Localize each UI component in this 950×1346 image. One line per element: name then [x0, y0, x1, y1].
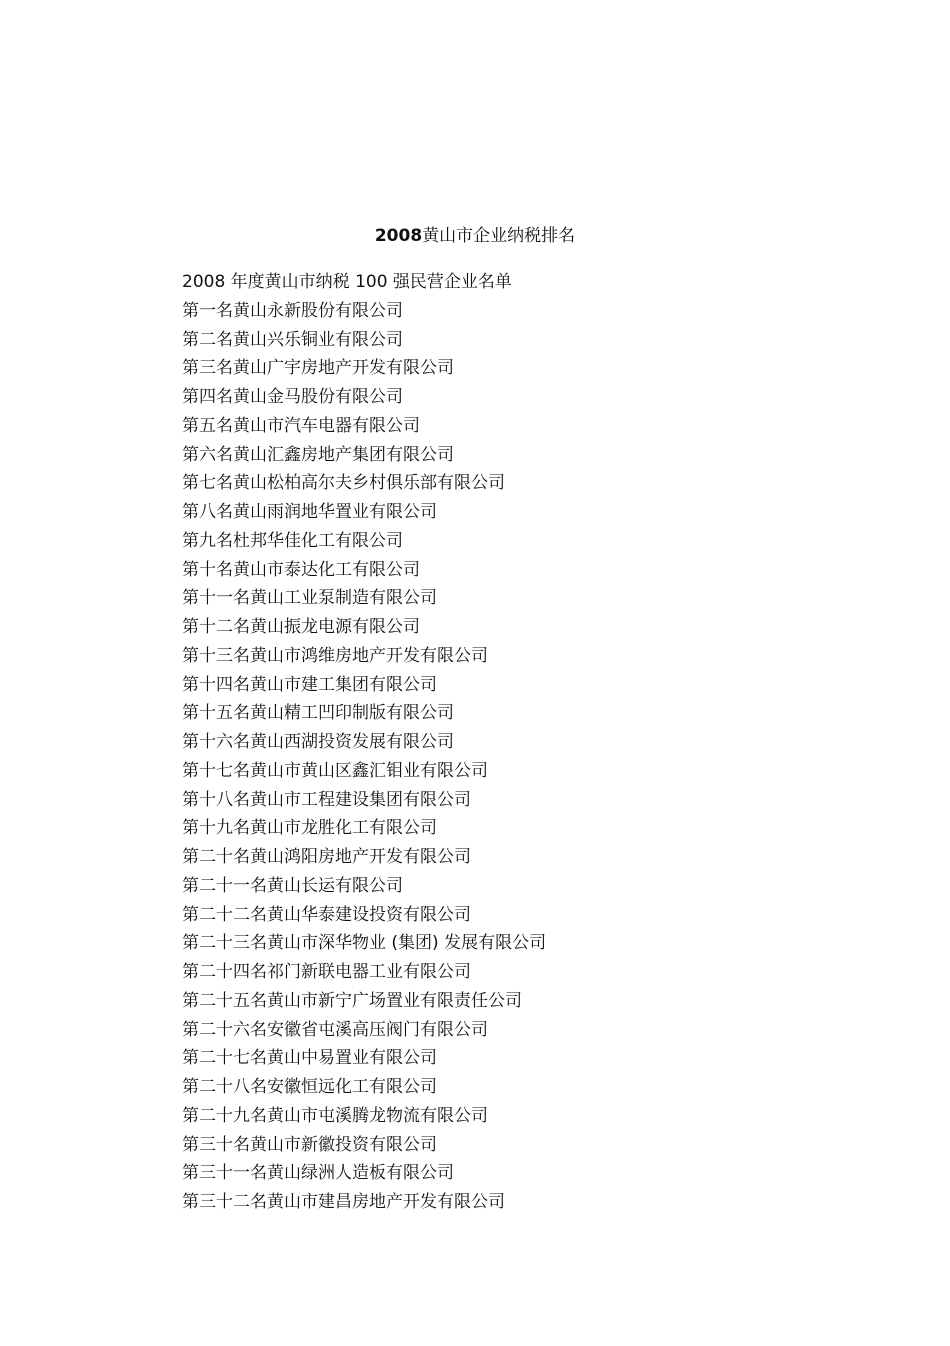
list-item: 第三十一名黄山绿洲人造板有限公司: [182, 1163, 454, 1184]
list-item: 第二十四名祁门新联电器工业有限公司: [182, 962, 471, 982]
list-item: 第三名黄山广宇房地产开发有限公司: [182, 358, 454, 379]
list-item: 第二十名黄山鸿阳房地产开发有限公司: [182, 847, 471, 867]
list-item: 第四名黄山金马股份有限公司: [182, 387, 403, 407]
list-item: 第二十七名黄山中易置业有限公司: [182, 1048, 437, 1069]
list-item: 第一名黄山永新股份有限公司: [182, 300, 403, 321]
title-text: 黄山市企业纳税排名: [422, 226, 576, 246]
list-item: 第五名黄山市汽车电器有限公司: [182, 415, 420, 436]
list-item: 第十九名黄山市龙胜化工有限公司: [182, 818, 437, 839]
list-item: 第九名杜邦华佳化工有限公司: [182, 530, 403, 551]
list-item: 第十名黄山市泰达化工有限公司: [182, 559, 420, 580]
list-item: 第十八名黄山市工程建设集团有限公司: [182, 789, 471, 810]
list-item: 第十六名黄山西湖投资发展有限公司: [182, 732, 454, 752]
list-item: 第二十八名安徽恒远化工有限公司: [182, 1077, 437, 1097]
list-item: 第十七名黄山市黄山区鑫汇钼业有限公司: [182, 760, 488, 781]
list-item: 第十四名黄山市建工集团有限公司: [182, 674, 437, 695]
list-subtitle: 2008 年度黄山市纳税 100 强民营企业名单: [182, 272, 512, 292]
list-item: 第二十五名黄山市新宁广场置业有限责任公司: [182, 990, 522, 1011]
list-item: 第二十六名安徽省屯溪高压阀门有限公司: [182, 1019, 488, 1040]
list-item: 第十一名黄山工业泵制造有限公司: [182, 588, 437, 609]
list-item: 第二十九名黄山市屯溪腾龙物流有限公司: [182, 1105, 488, 1126]
list-item: 第二名黄山兴乐铜业有限公司: [182, 329, 403, 350]
list-item: 第二十三名黄山市深华物业 (集团) 发展有限公司: [182, 933, 547, 954]
list-item: 第十二名黄山振龙电源有限公司: [182, 617, 420, 637]
list-item: 第七名黄山松柏高尔夫乡村俱乐部有限公司: [182, 473, 505, 494]
list-item: 第十五名黄山精工凹印制版有限公司: [182, 703, 454, 724]
list-item: 第三十二名黄山市建昌房地产开发有限公司: [182, 1192, 505, 1212]
list-item: 第六名黄山汇鑫房地产集团有限公司: [182, 444, 454, 465]
title-year: 2008: [374, 226, 423, 246]
ranking-list: [182, 268, 882, 1217]
list-item: 第八名黄山雨润地华置业有限公司: [182, 502, 437, 522]
list-item: 第十三名黄山市鸿维房地产开发有限公司: [182, 645, 488, 666]
list-item: 第三十名黄山市新徽投资有限公司: [182, 1134, 437, 1155]
list-item: 第二十一名黄山长运有限公司: [182, 875, 403, 896]
list-item: 第二十二名黄山华泰建设投资有限公司: [182, 904, 471, 925]
document-title: [0, 224, 950, 248]
